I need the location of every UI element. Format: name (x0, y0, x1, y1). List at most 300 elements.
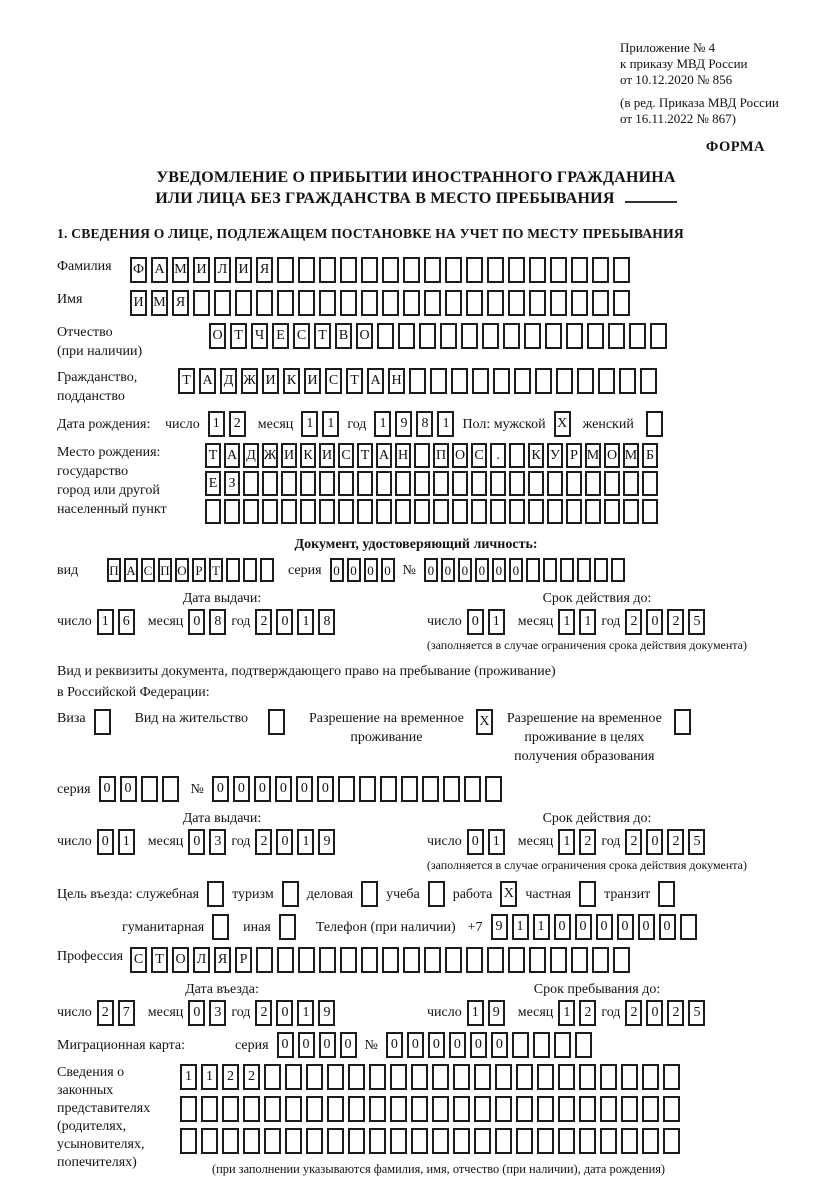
birth-place-row1-cells[interactable] (205, 443, 658, 468)
char-box[interactable] (503, 323, 520, 349)
char-box[interactable] (466, 947, 483, 973)
char-box[interactable]: 8 (416, 411, 433, 437)
char-box[interactable]: И (130, 290, 147, 316)
char-box[interactable]: 1 (297, 609, 314, 635)
char-box[interactable]: Ж (262, 443, 278, 468)
char-box[interactable] (432, 1064, 449, 1090)
char-box[interactable] (298, 947, 315, 973)
char-box[interactable] (642, 1128, 659, 1154)
char-box[interactable] (338, 499, 354, 524)
char-box[interactable] (222, 1096, 239, 1122)
char-box[interactable]: 2 (579, 1000, 596, 1026)
char-box[interactable] (663, 1128, 680, 1154)
char-box[interactable] (646, 411, 663, 437)
char-box[interactable] (285, 1096, 302, 1122)
char-box[interactable]: О (604, 443, 620, 468)
res-issue-year-cells[interactable] (255, 829, 335, 855)
char-box[interactable] (453, 1128, 470, 1154)
purpose-official-checkbox[interactable] (207, 881, 224, 907)
char-box[interactable]: Ж (241, 368, 258, 394)
char-box[interactable]: 5 (688, 829, 705, 855)
char-box[interactable]: Р (235, 947, 252, 973)
char-box[interactable]: X (500, 881, 517, 907)
char-box[interactable] (495, 1064, 512, 1090)
char-box[interactable]: 2 (243, 1064, 260, 1090)
char-box[interactable] (537, 1128, 554, 1154)
char-box[interactable] (445, 947, 462, 973)
char-box[interactable] (390, 1064, 407, 1090)
char-box[interactable] (262, 499, 278, 524)
char-box[interactable]: И (281, 443, 297, 468)
char-box[interactable]: 3 (209, 829, 226, 855)
char-box[interactable]: 0 (212, 776, 229, 802)
char-box[interactable] (281, 471, 297, 496)
char-box[interactable] (243, 558, 257, 582)
char-box[interactable] (566, 323, 583, 349)
char-box[interactable]: Т (209, 558, 223, 582)
char-box[interactable] (243, 499, 259, 524)
char-box[interactable] (577, 368, 594, 394)
char-box[interactable] (490, 499, 506, 524)
char-box[interactable] (285, 1064, 302, 1090)
char-box[interactable] (361, 290, 378, 316)
representatives-row3-cells[interactable] (180, 1128, 680, 1154)
char-box[interactable] (424, 290, 441, 316)
char-box[interactable] (340, 947, 357, 973)
char-box[interactable]: 0 (330, 558, 344, 582)
char-box[interactable]: 0 (646, 1000, 663, 1026)
char-box[interactable]: О (175, 558, 189, 582)
char-box[interactable] (443, 776, 460, 802)
char-box[interactable] (433, 499, 449, 524)
char-box[interactable]: 0 (407, 1032, 424, 1058)
char-box[interactable] (598, 368, 615, 394)
char-box[interactable]: X (476, 709, 493, 735)
char-box[interactable]: 6 (118, 609, 135, 635)
char-box[interactable]: 0 (458, 558, 472, 582)
purpose-business-checkbox[interactable] (361, 881, 378, 907)
char-box[interactable] (495, 1128, 512, 1154)
char-box[interactable]: 1 (558, 1000, 575, 1026)
char-box[interactable] (629, 323, 646, 349)
char-box[interactable] (680, 914, 697, 940)
char-box[interactable] (348, 1128, 365, 1154)
char-box[interactable]: М (623, 443, 639, 468)
char-box[interactable]: 1 (488, 609, 505, 635)
char-box[interactable] (401, 776, 418, 802)
char-box[interactable]: И (193, 257, 210, 283)
char-box[interactable]: 1 (558, 609, 575, 635)
citizenship-cells[interactable] (178, 368, 657, 394)
char-box[interactable]: О (172, 947, 189, 973)
char-box[interactable] (621, 1096, 638, 1122)
char-box[interactable] (600, 1096, 617, 1122)
char-box[interactable] (482, 323, 499, 349)
char-box[interactable]: 0 (296, 776, 313, 802)
char-box[interactable]: 0 (467, 609, 484, 635)
char-box[interactable] (604, 499, 620, 524)
char-box[interactable] (514, 368, 531, 394)
char-box[interactable] (369, 1096, 386, 1122)
char-box[interactable] (327, 1096, 344, 1122)
char-box[interactable] (556, 368, 573, 394)
char-box[interactable] (277, 257, 294, 283)
char-box[interactable]: П (158, 558, 172, 582)
char-box[interactable] (516, 1064, 533, 1090)
res-valid-day-cells[interactable] (467, 829, 505, 855)
birth-year-cells[interactable] (374, 411, 454, 437)
char-box[interactable] (243, 1128, 260, 1154)
res-number-cells[interactable] (212, 776, 502, 802)
char-box[interactable]: К (528, 443, 544, 468)
char-box[interactable]: 0 (638, 914, 655, 940)
char-box[interactable]: 0 (491, 1032, 508, 1058)
char-box[interactable] (319, 499, 335, 524)
char-box[interactable] (306, 1096, 323, 1122)
char-box[interactable]: Л (193, 947, 210, 973)
char-box[interactable] (471, 471, 487, 496)
char-box[interactable] (207, 881, 224, 907)
char-box[interactable]: 1 (201, 1064, 218, 1090)
char-box[interactable]: Е (272, 323, 289, 349)
char-box[interactable]: 2 (667, 609, 684, 635)
char-box[interactable]: 2 (255, 609, 272, 635)
char-box[interactable]: 1 (297, 1000, 314, 1026)
char-box[interactable] (453, 1064, 470, 1090)
temp-residence-checkbox[interactable] (476, 709, 493, 735)
char-box[interactable]: С (338, 443, 354, 468)
char-box[interactable]: 2 (255, 1000, 272, 1026)
char-box[interactable]: 1 (558, 829, 575, 855)
char-box[interactable] (608, 323, 625, 349)
entry-year-cells[interactable] (255, 1000, 335, 1026)
char-box[interactable]: 0 (254, 776, 271, 802)
char-box[interactable] (524, 323, 541, 349)
char-box[interactable] (279, 914, 296, 940)
char-box[interactable]: Я (172, 290, 189, 316)
char-box[interactable]: Н (388, 368, 405, 394)
char-box[interactable] (575, 1032, 592, 1058)
patronymic-cells[interactable] (209, 323, 667, 349)
char-box[interactable] (264, 1064, 281, 1090)
char-box[interactable]: 0 (120, 776, 137, 802)
res-issue-month-cells[interactable] (188, 829, 226, 855)
char-box[interactable]: 2 (579, 829, 596, 855)
char-box[interactable]: 0 (277, 1032, 294, 1058)
char-box[interactable] (180, 1096, 197, 1122)
char-box[interactable] (256, 290, 273, 316)
char-box[interactable] (594, 558, 608, 582)
char-box[interactable] (526, 558, 540, 582)
char-box[interactable] (243, 471, 259, 496)
char-box[interactable]: А (376, 443, 392, 468)
char-box[interactable]: 2 (625, 829, 642, 855)
char-box[interactable] (571, 947, 588, 973)
char-box[interactable]: 0 (386, 1032, 403, 1058)
char-box[interactable]: С (325, 368, 342, 394)
char-box[interactable]: Т (178, 368, 195, 394)
char-box[interactable] (452, 471, 468, 496)
char-box[interactable] (369, 1064, 386, 1090)
res-series-cells[interactable] (99, 776, 179, 802)
char-box[interactable] (474, 1128, 491, 1154)
char-box[interactable] (226, 558, 240, 582)
char-box[interactable]: X (554, 411, 571, 437)
char-box[interactable] (585, 471, 601, 496)
char-box[interactable] (547, 471, 563, 496)
char-box[interactable] (414, 471, 430, 496)
purpose-study-checkbox[interactable] (428, 881, 445, 907)
char-box[interactable]: 0 (319, 1032, 336, 1058)
doc-valid-year-cells[interactable] (625, 609, 705, 635)
char-box[interactable] (430, 368, 447, 394)
char-box[interactable] (348, 1064, 365, 1090)
char-box[interactable] (298, 257, 315, 283)
char-box[interactable]: 2 (222, 1064, 239, 1090)
char-box[interactable] (376, 499, 392, 524)
char-box[interactable]: И (304, 368, 321, 394)
char-box[interactable] (579, 1096, 596, 1122)
char-box[interactable]: 2 (255, 829, 272, 855)
char-box[interactable] (264, 1128, 281, 1154)
char-box[interactable] (529, 290, 546, 316)
char-box[interactable]: 0 (188, 609, 205, 635)
char-box[interactable] (600, 1064, 617, 1090)
char-box[interactable]: 5 (688, 609, 705, 635)
char-box[interactable] (493, 368, 510, 394)
char-box[interactable] (340, 257, 357, 283)
char-box[interactable]: 0 (99, 776, 116, 802)
char-box[interactable]: 0 (424, 558, 438, 582)
char-box[interactable]: Т (346, 368, 363, 394)
char-box[interactable]: 0 (646, 609, 663, 635)
char-box[interactable]: Е (205, 471, 221, 496)
char-box[interactable]: 0 (276, 609, 293, 635)
char-box[interactable] (414, 499, 430, 524)
char-box[interactable]: В (335, 323, 352, 349)
char-box[interactable] (650, 323, 667, 349)
char-box[interactable] (487, 290, 504, 316)
char-box[interactable]: 2 (625, 609, 642, 635)
char-box[interactable] (419, 323, 436, 349)
char-box[interactable] (369, 1128, 386, 1154)
char-box[interactable]: М (151, 290, 168, 316)
purpose-private-checkbox[interactable] (579, 881, 596, 907)
char-box[interactable] (642, 471, 658, 496)
entry-month-cells[interactable] (188, 1000, 226, 1026)
char-box[interactable]: Н (395, 443, 411, 468)
char-box[interactable]: С (130, 947, 147, 973)
char-box[interactable] (533, 1032, 550, 1058)
char-box[interactable] (550, 290, 567, 316)
char-box[interactable]: Р (566, 443, 582, 468)
char-box[interactable] (390, 1096, 407, 1122)
char-box[interactable]: 1 (579, 609, 596, 635)
char-box[interactable] (509, 443, 525, 468)
char-box[interactable] (298, 290, 315, 316)
char-box[interactable] (424, 257, 441, 283)
char-box[interactable] (571, 290, 588, 316)
char-box[interactable]: 3 (209, 1000, 226, 1026)
char-box[interactable]: 0 (97, 829, 114, 855)
representatives-row1-cells[interactable] (180, 1064, 680, 1090)
res-valid-year-cells[interactable] (625, 829, 705, 855)
char-box[interactable]: 8 (318, 609, 335, 635)
char-box[interactable] (243, 1096, 260, 1122)
char-box[interactable]: К (300, 443, 316, 468)
char-box[interactable]: 1 (297, 829, 314, 855)
char-box[interactable] (201, 1096, 218, 1122)
purpose-work-checkbox[interactable] (500, 881, 517, 907)
char-box[interactable] (472, 368, 489, 394)
char-box[interactable] (471, 499, 487, 524)
char-box[interactable] (268, 709, 285, 735)
char-box[interactable] (327, 1128, 344, 1154)
char-box[interactable]: 2 (625, 1000, 642, 1026)
char-box[interactable]: 0 (449, 1032, 466, 1058)
char-box[interactable] (528, 471, 544, 496)
char-box[interactable]: К (283, 368, 300, 394)
doc-valid-month-cells[interactable] (558, 609, 596, 635)
char-box[interactable]: 0 (470, 1032, 487, 1058)
char-box[interactable]: Т (357, 443, 373, 468)
char-box[interactable] (453, 1096, 470, 1122)
char-box[interactable] (674, 709, 691, 735)
char-box[interactable]: Т (205, 443, 221, 468)
char-box[interactable]: Д (243, 443, 259, 468)
char-box[interactable] (545, 323, 562, 349)
birth-day-cells[interactable] (208, 411, 246, 437)
char-box[interactable] (592, 257, 609, 283)
char-box[interactable]: А (151, 257, 168, 283)
surname-cells[interactable] (130, 257, 630, 283)
char-box[interactable] (338, 776, 355, 802)
char-box[interactable]: 9 (318, 829, 335, 855)
residence-permit-checkbox[interactable] (268, 709, 285, 735)
char-box[interactable] (642, 1064, 659, 1090)
char-box[interactable]: 9 (395, 411, 412, 437)
char-box[interactable]: 0 (298, 1032, 315, 1058)
char-box[interactable] (94, 709, 111, 735)
char-box[interactable]: 2 (229, 411, 246, 437)
char-box[interactable] (547, 499, 563, 524)
char-box[interactable] (600, 1128, 617, 1154)
char-box[interactable] (281, 499, 297, 524)
char-box[interactable]: Б (642, 443, 658, 468)
char-box[interactable]: 0 (596, 914, 613, 940)
char-box[interactable]: 1 (533, 914, 550, 940)
char-box[interactable] (403, 947, 420, 973)
char-box[interactable] (495, 1096, 512, 1122)
char-box[interactable]: Р (192, 558, 206, 582)
char-box[interactable]: О (452, 443, 468, 468)
char-box[interactable] (282, 881, 299, 907)
char-box[interactable] (327, 1064, 344, 1090)
char-box[interactable]: 0 (188, 1000, 205, 1026)
char-box[interactable] (395, 471, 411, 496)
char-box[interactable] (663, 1064, 680, 1090)
char-box[interactable]: 1 (467, 1000, 484, 1026)
char-box[interactable]: 9 (491, 914, 508, 940)
sex-female-checkbox[interactable] (646, 411, 663, 437)
char-box[interactable] (428, 881, 445, 907)
char-box[interactable]: 1 (437, 411, 454, 437)
char-box[interactable]: 9 (488, 1000, 505, 1026)
char-box[interactable] (338, 471, 354, 496)
char-box[interactable]: А (199, 368, 216, 394)
char-box[interactable]: 1 (301, 411, 318, 437)
char-box[interactable] (613, 290, 630, 316)
char-box[interactable] (390, 1128, 407, 1154)
char-box[interactable] (222, 1128, 239, 1154)
char-box[interactable] (613, 947, 630, 973)
char-box[interactable] (361, 257, 378, 283)
char-box[interactable]: 5 (688, 1000, 705, 1026)
char-box[interactable] (300, 499, 316, 524)
doc-series-cells[interactable] (330, 558, 395, 582)
char-box[interactable]: А (124, 558, 138, 582)
char-box[interactable] (340, 290, 357, 316)
char-box[interactable] (474, 1096, 491, 1122)
char-box[interactable] (411, 1128, 428, 1154)
temp-residence-edu-checkbox[interactable] (674, 709, 691, 735)
char-box[interactable] (403, 257, 420, 283)
stay-year-cells[interactable] (625, 1000, 705, 1026)
char-box[interactable]: 0 (492, 558, 506, 582)
char-box[interactable]: Ч (251, 323, 268, 349)
char-box[interactable] (577, 558, 591, 582)
char-box[interactable]: 0 (475, 558, 489, 582)
char-box[interactable] (398, 323, 415, 349)
char-box[interactable] (642, 1096, 659, 1122)
char-box[interactable]: А (224, 443, 240, 468)
char-box[interactable] (466, 290, 483, 316)
mig-number-cells[interactable] (386, 1032, 592, 1058)
char-box[interactable]: 1 (180, 1064, 197, 1090)
char-box[interactable] (422, 776, 439, 802)
char-box[interactable] (141, 776, 158, 802)
char-box[interactable] (377, 323, 394, 349)
purpose-transit-checkbox[interactable] (658, 881, 675, 907)
char-box[interactable]: П (433, 443, 449, 468)
char-box[interactable] (432, 1128, 449, 1154)
char-box[interactable]: 1 (488, 829, 505, 855)
char-box[interactable] (621, 1128, 638, 1154)
char-box[interactable]: 0 (188, 829, 205, 855)
char-box[interactable]: Я (214, 947, 231, 973)
char-box[interactable] (411, 1096, 428, 1122)
char-box[interactable] (262, 471, 278, 496)
char-box[interactable]: 0 (275, 776, 292, 802)
char-box[interactable]: Т (230, 323, 247, 349)
char-box[interactable] (382, 290, 399, 316)
char-box[interactable] (516, 1096, 533, 1122)
char-box[interactable] (640, 368, 657, 394)
char-box[interactable] (306, 1128, 323, 1154)
profession-cells[interactable] (130, 947, 630, 973)
name-cells[interactable] (130, 290, 630, 316)
char-box[interactable]: Я (256, 257, 273, 283)
char-box[interactable] (452, 499, 468, 524)
char-box[interactable] (357, 499, 373, 524)
char-box[interactable] (621, 1064, 638, 1090)
char-box[interactable]: О (209, 323, 226, 349)
char-box[interactable] (487, 947, 504, 973)
char-box[interactable] (512, 1032, 529, 1058)
char-box[interactable] (403, 290, 420, 316)
char-box[interactable] (264, 1096, 281, 1122)
char-box[interactable] (537, 1096, 554, 1122)
